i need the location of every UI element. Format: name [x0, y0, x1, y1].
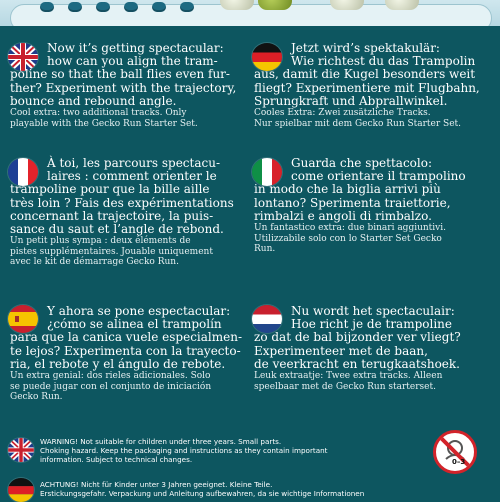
warning-en [40, 437, 328, 465]
heading-line: rimbalzi e angoli di rimbalzo. [254, 208, 432, 223]
heading-line: zo dat de bal bijzonder ver vliegt? [254, 330, 461, 345]
heading-line: lontano? Sperimenta traiettorie, [254, 195, 451, 210]
netherlands-flag-icon [252, 305, 282, 333]
warning-line: ACHTUNG! Nicht für Kinder unter 3 Jahren geeignet. Kleine Teile. [40, 480, 273, 489]
heading-line: laires : comment orienter le [47, 169, 217, 184]
heading-line: concernant la trajectoire, la puis- [10, 208, 214, 223]
heading-line: trampoline pour que la bille aille [10, 182, 210, 197]
heading-line: Guarda che spettacolo: [291, 156, 433, 170]
heading-line: bounce and rebound angle. [10, 93, 177, 108]
note-line: Utilizzabile solo con lo Starter Set Gecko [254, 233, 442, 244]
uk-flag-icon [8, 438, 34, 462]
heading-line: Experimenteer met de baan, [254, 343, 428, 358]
heading-line: te lejos? Experimenta con la trayecto- [10, 343, 241, 358]
warning-line: Choking hazard. Keep the packaging and instructions as they contain important [40, 446, 328, 456]
note-line: Gecko Run. [10, 392, 63, 403]
germany-flag-icon [8, 478, 34, 502]
track-bead [180, 2, 194, 12]
track-bead [124, 2, 138, 12]
track-bead [96, 2, 110, 12]
heading-line: ria, el rebote y el ángulo de rebote. [10, 356, 226, 371]
note-line: pistes supplémentaires. Jouable uniquement [10, 246, 213, 257]
warning-line: Erstickungsgefahr. Verpackung und Anleitung aufbewahren, da sie wichtige Informationen [40, 489, 365, 499]
section-es [10, 304, 243, 403]
heading-line: fliegt? Experimentiere mit Flugbahn, [254, 80, 480, 95]
heading-line: aus, damit die Kugel besonders weit [254, 67, 476, 82]
marble [220, 0, 254, 10]
note-line: Cooles Extra: Zwei zusätzliche Tracks. [254, 108, 431, 119]
heading-line: Wie richtest du das Trampolin [291, 54, 476, 69]
heading-line: Y ahora se pone espectacular: [47, 304, 231, 318]
track-bead [40, 2, 54, 12]
heading-line: how can you align the tram- [47, 54, 218, 69]
age-restriction-icon [433, 430, 477, 474]
age-label: 0–3 [452, 458, 466, 466]
marble [330, 0, 364, 10]
note-line: Leuk extraatje: Twee extra tracks. Alleen [254, 371, 443, 382]
section-it [254, 156, 466, 255]
heading-line: Nu wordt het spectaculair: [291, 304, 455, 318]
heading-line: de veerkracht en terugkaatshoek. [254, 356, 460, 371]
note-line: se puede jugar con el conjunto de iniciación [10, 381, 212, 392]
note-line: playable with the Gecko Run Starter Set. [10, 118, 198, 129]
spain-flag-icon [8, 305, 38, 333]
note-line: Un petit plus sympa : deux éléments de [10, 236, 191, 247]
note-line: Un extra genial: dos rieles adicionales. Solo [10, 371, 211, 382]
note-line: Cool extra: two additional tracks. Only [10, 108, 187, 119]
heading-line: Jetzt wird’s spektakulär: [291, 41, 440, 55]
heading-line: Sprungkraft und Abprallwinkel. [254, 93, 448, 108]
note-line: Run. [254, 244, 276, 255]
marble [385, 0, 419, 10]
warning-line: WARNING! Not suitable for children under three years. Small parts. [40, 437, 282, 446]
section-en [10, 41, 237, 129]
heading-line: très loin ? Fais des expérimentations [10, 195, 234, 210]
track-bead [68, 2, 82, 12]
heading-line: ¿cómo se alinea el trampolín [47, 317, 222, 332]
top-photo-strip [0, 0, 500, 26]
heading-line: Hoe richt je de trampoline [291, 317, 453, 332]
warning-line: information. Subject to technical changes. [40, 455, 193, 465]
heading-line: para que la canica vuele especialmen- [10, 330, 243, 345]
section-fr [10, 156, 234, 268]
heading-line: come orientare il trampolino [291, 169, 466, 184]
heading-line: poline so that the ball flies even fur- [10, 67, 230, 82]
note-line: speelbaar met de Gecko Run starterset. [254, 381, 436, 392]
marble-green [258, 0, 292, 10]
heading-line: ther? Experiment with the trajectory, [10, 80, 237, 95]
heading-line: sance du saut et l’angle de rebond. [10, 222, 224, 237]
heading-line: in modo che la biglia arrivi più [254, 182, 441, 197]
heading-line: À toi, les parcours spectacu- [47, 156, 221, 170]
note-line: avec le kit de démarrage Gecko Run. [10, 257, 179, 268]
section-nl [254, 304, 461, 392]
section-de [254, 41, 480, 129]
note-line: Nur spielbar mit dem Gecko Run Starter Set. [254, 118, 462, 129]
note-line: Un fantastico extra: due binari aggiuntivi. [254, 223, 446, 234]
heading-line: Now it’s getting spectacular: [47, 41, 224, 55]
track-bead [152, 2, 166, 12]
warning-de [40, 480, 364, 498]
